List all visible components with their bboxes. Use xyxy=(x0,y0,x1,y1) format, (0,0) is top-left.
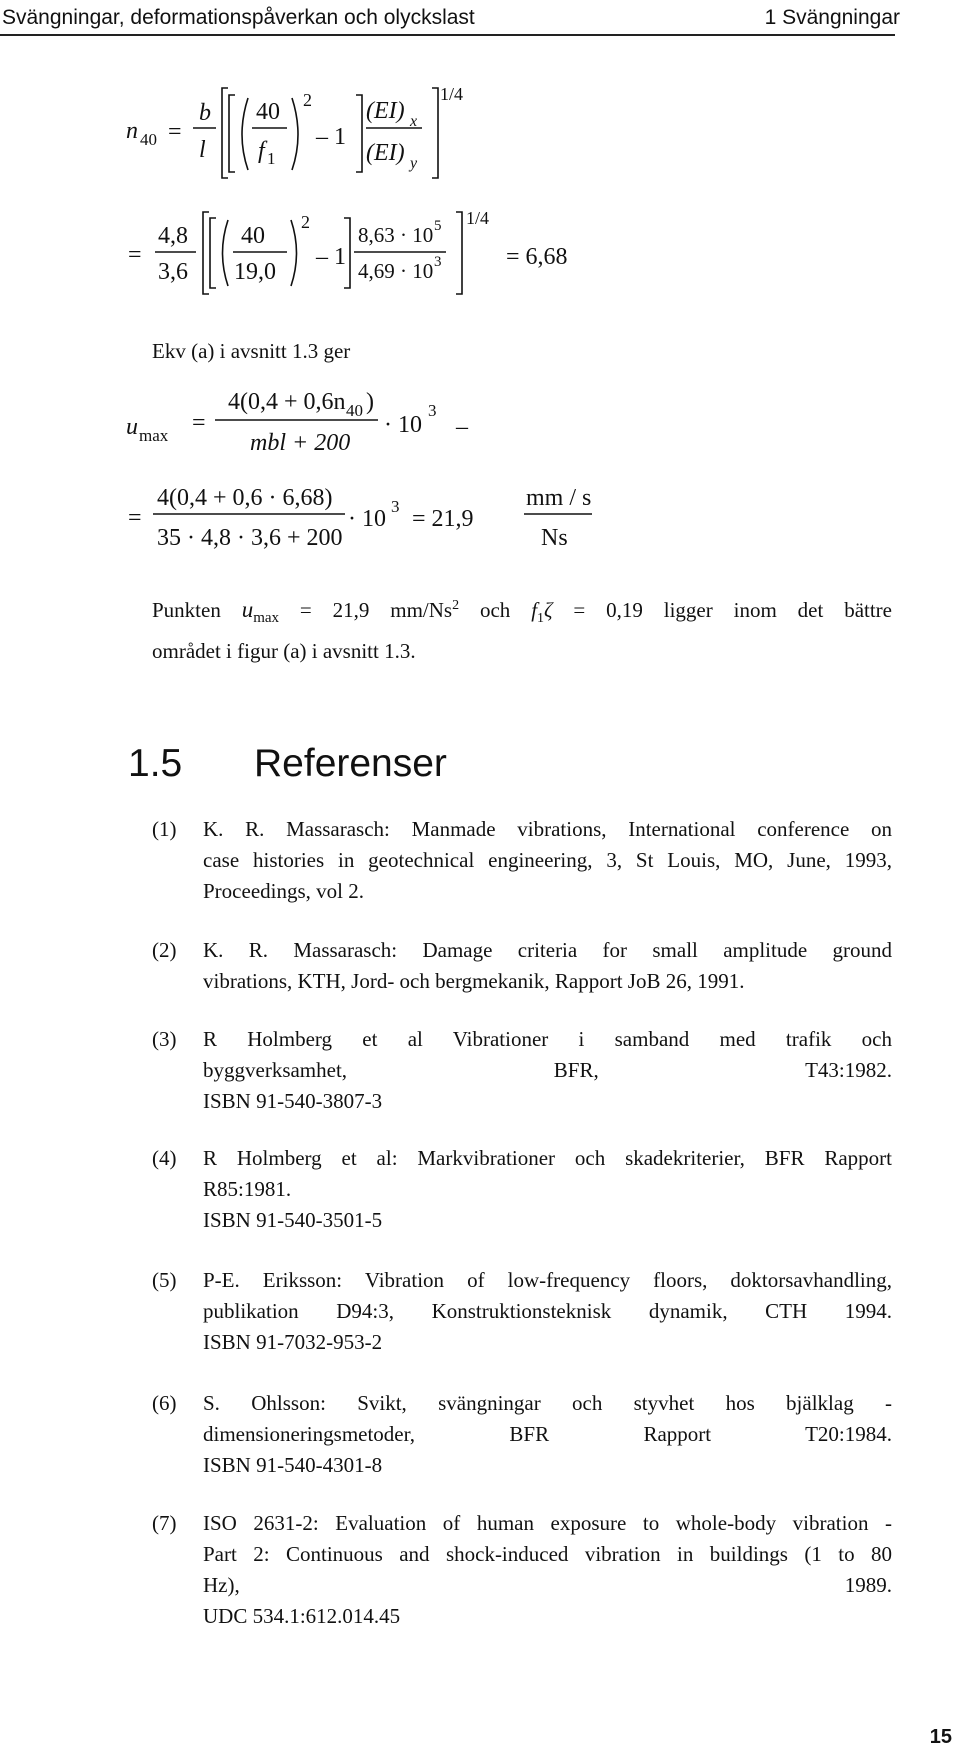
svg-text:(EI): (EI) xyxy=(366,98,405,124)
svg-text:): ) xyxy=(366,389,374,415)
reference-line: Part 2: Continuous and shock-induced vibration in buildings (1 to 80 xyxy=(203,1542,892,1566)
svg-text:3: 3 xyxy=(391,497,400,516)
reference-line: Proceedings, vol 2. xyxy=(203,879,364,903)
svg-text:=: = xyxy=(128,242,142,268)
svg-text:y: y xyxy=(410,155,418,172)
reference-line: case histories in geotechnical engineering, 3, St Louis, MO, June, 1993, xyxy=(203,848,892,872)
reference-line: R Holmberg et al Vibrationer i samband med trafik och xyxy=(203,1027,892,1051)
reference-line: vibrations, KTH, Jord- och bergmekanik, Rapport JoB 26, 1991. xyxy=(203,969,745,993)
svg-text:3: 3 xyxy=(434,254,442,270)
svg-text:mm / s: mm / s xyxy=(526,485,592,511)
svg-text:u: u xyxy=(126,414,138,440)
reference-line: K. R. Massarasch: Damage criteria for small amplitude ground xyxy=(203,938,892,962)
reference-4 xyxy=(152,1143,892,1236)
reference-number: (6) xyxy=(152,1391,177,1415)
svg-text:1/4: 1/4 xyxy=(440,84,464,104)
svg-text:40: 40 xyxy=(140,130,157,149)
svg-text:5: 5 xyxy=(434,218,442,234)
svg-text:max: max xyxy=(139,426,169,445)
svg-text:–: – xyxy=(456,414,468,440)
reference-6 xyxy=(152,1388,892,1481)
reference-line: dimensioneringsmetoder, BFR Rapport T20:1984. xyxy=(203,1422,892,1446)
reference-line: K. R. Massarasch: Manmade vibrations, International conference on xyxy=(203,817,892,841)
formula-intro-text: Ekv (a) i avsnitt 1.3 ger xyxy=(152,339,351,363)
reference-number: (2) xyxy=(152,938,177,962)
reference-line: R85:1981. xyxy=(203,1177,292,1201)
reference-line: ISBN 91-540-3501-5 xyxy=(203,1208,383,1232)
svg-text:· 10: · 10 xyxy=(348,506,386,532)
header-chapter-title: Svängningar, deformationspåverkan och olyckslast xyxy=(2,6,475,29)
section-number: 1.5 xyxy=(128,742,183,785)
formula-umax-symbolic xyxy=(126,389,469,456)
svg-text:3,6: 3,6 xyxy=(158,259,188,285)
svg-text:4(0,4 + 0,6n: 4(0,4 + 0,6n xyxy=(228,389,346,415)
result-line-1: Punkten $u_{max} = 21,9$ mm/Ns$^2$ och $f_1\zeta = 0,19$ ligger inom det bättre xyxy=(152,597,892,627)
formula-umax-numeric xyxy=(128,485,592,551)
svg-text:4,69 · 10: 4,69 · 10 xyxy=(358,259,434,283)
reference-line: R Holmberg et al: Markvibrationer och skadekriterier, BFR Rapport xyxy=(203,1146,892,1170)
svg-text:b: b xyxy=(199,100,211,126)
svg-text:8,63 · 10: 8,63 · 10 xyxy=(358,223,434,247)
reference-line: S. Ohlsson: Svikt, svängningar och styvhet hos bjälklag - xyxy=(203,1391,892,1415)
svg-text:19,0: 19,0 xyxy=(234,259,276,285)
reference-number: (7) xyxy=(152,1511,177,1535)
svg-text:4(0,4 + 0,6 · 6,68): 4(0,4 + 0,6 · 6,68) xyxy=(157,485,333,511)
reference-2 xyxy=(152,935,892,997)
svg-text:40: 40 xyxy=(241,223,265,249)
page-number: 15 xyxy=(929,1726,952,1748)
reference-line: UDC 534.1:612.014.45 xyxy=(203,1604,401,1628)
svg-text:(EI): (EI) xyxy=(366,140,405,166)
svg-text:3: 3 xyxy=(428,401,437,420)
formula-block xyxy=(0,0,960,580)
svg-text:2: 2 xyxy=(303,90,312,110)
header-section-title: 1 Svängningar xyxy=(764,6,900,29)
svg-text:=: = xyxy=(192,410,206,436)
result-line-2: området i figur (a) i avsnitt 1.3. xyxy=(152,639,416,664)
reference-line: publikation D94:3, Konstruktionsteknisk dynamik, CTH 1994. xyxy=(203,1299,892,1323)
formula-n40-symbolic xyxy=(126,84,463,178)
svg-text:=: = xyxy=(128,505,142,531)
svg-text:mbl + 200: mbl + 200 xyxy=(250,430,351,456)
svg-text:l: l xyxy=(199,137,206,163)
svg-text:40: 40 xyxy=(346,401,363,420)
reference-line: ISBN 91-7032-953-2 xyxy=(203,1330,383,1354)
reference-5 xyxy=(152,1265,892,1358)
section-heading xyxy=(128,742,447,786)
svg-text:2: 2 xyxy=(301,212,310,232)
reference-7 xyxy=(152,1508,892,1632)
svg-text:= 21,9: = 21,9 xyxy=(412,506,474,532)
reference-1 xyxy=(152,814,892,907)
reference-line: P-E. Eriksson: Vibration of low-frequency floors, doktorsavhandling, xyxy=(203,1268,892,1292)
svg-text:f: f xyxy=(258,138,265,164)
reference-number: (5) xyxy=(152,1268,177,1292)
svg-text:· 10: · 10 xyxy=(384,412,422,438)
svg-text:1/4: 1/4 xyxy=(466,208,490,228)
result-paragraph xyxy=(152,589,892,668)
svg-text:– 1: – 1 xyxy=(316,244,346,270)
svg-text:40: 40 xyxy=(256,99,280,125)
reference-line: Hz), 1989. xyxy=(203,1573,892,1597)
svg-text:1: 1 xyxy=(267,149,276,168)
svg-text:35 · 4,8 · 3,6 + 200: 35 · 4,8 · 3,6 + 200 xyxy=(157,525,343,551)
reference-line: ISBN 91-540-4301-8 xyxy=(203,1453,383,1477)
svg-text:=: = xyxy=(168,119,182,145)
reference-number: (3) xyxy=(152,1027,177,1051)
formula-n40-numeric xyxy=(128,208,568,294)
svg-text:Ns: Ns xyxy=(541,525,568,551)
reference-number: (4) xyxy=(152,1146,177,1170)
reference-line: byggverksamhet, BFR, T43:1982. xyxy=(203,1058,892,1082)
reference-line: ISBN 91-540-3807-3 xyxy=(203,1089,383,1113)
reference-line: ISO 2631-2: Evaluation of human exposure to whole-body vibration - xyxy=(203,1511,892,1535)
reference-number: (1) xyxy=(152,817,177,841)
svg-text:n: n xyxy=(126,118,138,144)
svg-text:4,8: 4,8 xyxy=(158,223,188,249)
svg-text:– 1: – 1 xyxy=(316,124,346,150)
svg-text:= 6,68: = 6,68 xyxy=(506,244,568,270)
section-title: Referenser xyxy=(254,742,447,785)
reference-3 xyxy=(152,1024,892,1117)
svg-text:x: x xyxy=(410,113,418,130)
